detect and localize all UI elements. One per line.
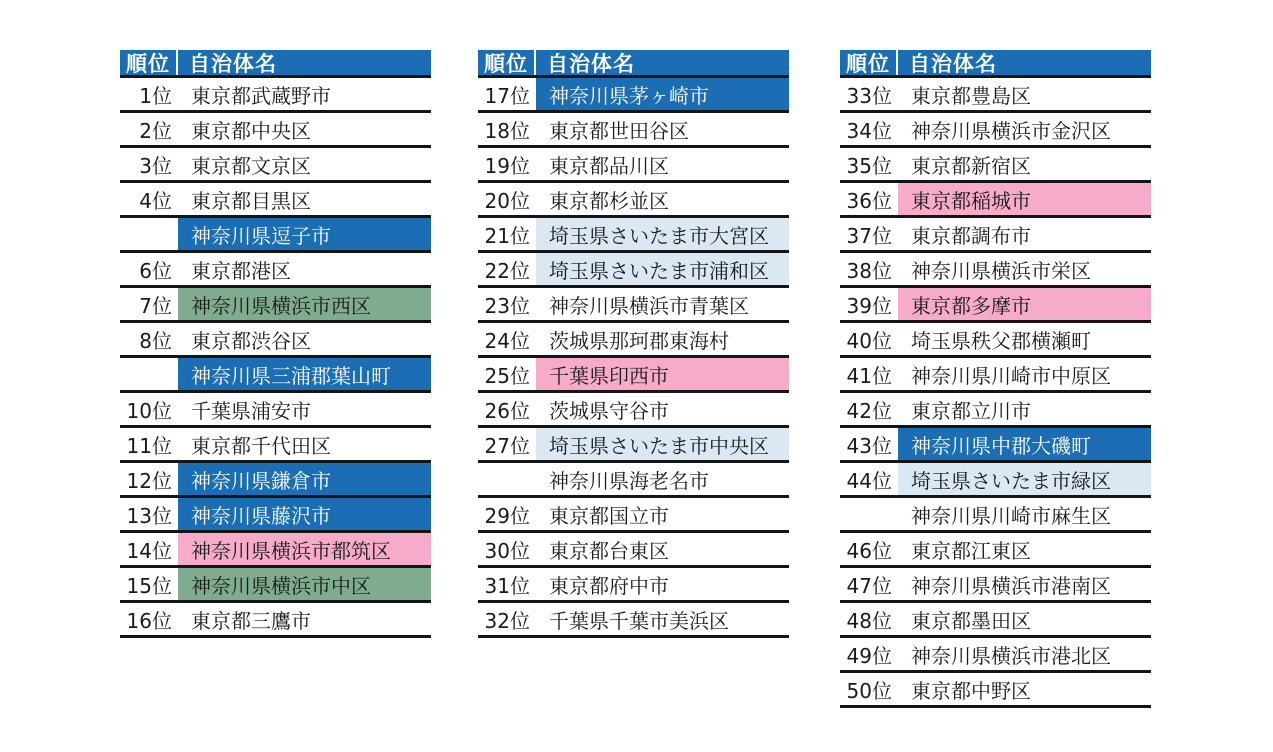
- name-cell: 埼玉県さいたま市浦和区: [536, 253, 789, 285]
- table-row: [478, 253, 789, 288]
- table-row: [478, 113, 789, 148]
- rank-cell: 44位: [840, 463, 898, 495]
- rank-cell: 32位: [478, 603, 536, 635]
- name-cell: 神奈川県鎌倉市: [178, 463, 431, 495]
- rank-column-header: 順位: [840, 50, 898, 75]
- table-row: [840, 568, 1151, 603]
- name-cell: 千葉県印西市: [536, 358, 789, 390]
- rank-column-header: 順位: [478, 50, 536, 75]
- table-row: [120, 533, 431, 568]
- rank-cell: 8位: [120, 323, 178, 355]
- table-row: [478, 428, 789, 463]
- rank-cell: 14位: [120, 533, 178, 565]
- rank-cell: 36位: [840, 183, 898, 215]
- name-cell: 茨城県守谷市: [549, 398, 669, 423]
- table-body: [840, 78, 1151, 708]
- table-row: [120, 113, 431, 148]
- table-row: [478, 183, 789, 218]
- rank-cell: 23位: [478, 288, 536, 320]
- rank-cell: 26位: [478, 393, 536, 425]
- rank-cell: 42位: [840, 393, 898, 425]
- table-row: [478, 393, 789, 428]
- name-cell: 東京都渋谷区: [191, 328, 311, 353]
- name-cell: 神奈川県川崎市麻生区: [911, 503, 1111, 528]
- rank-cell: 40位: [840, 323, 898, 355]
- rank-column-header: 順位: [120, 50, 178, 75]
- table-row: [840, 323, 1151, 358]
- rank-cell: 49位: [840, 638, 898, 670]
- rank-cell: 29位: [478, 498, 536, 530]
- rank-cell: 7位: [120, 288, 178, 320]
- rank-cell: 24位: [478, 323, 536, 355]
- rank-cell: 10位: [120, 393, 178, 425]
- table-row: [840, 533, 1151, 568]
- table-row: [478, 568, 789, 603]
- name-column-header: 自治体名: [547, 51, 635, 76]
- rank-cell: 27位: [478, 428, 536, 460]
- table-header: [120, 50, 431, 78]
- table-row: [120, 218, 431, 253]
- rank-cell: 11位: [120, 428, 178, 460]
- name-cell: 埼玉県秩父郡横瀬町: [911, 328, 1091, 353]
- name-cell: 埼玉県さいたま市緑区: [898, 463, 1151, 495]
- name-cell: 東京都世田谷区: [549, 118, 689, 143]
- name-cell: 神奈川県横浜市中区: [178, 568, 431, 600]
- name-cell: 東京都墨田区: [911, 608, 1031, 633]
- rank-cell: 50位: [840, 673, 898, 705]
- rank-cell: [120, 218, 178, 250]
- name-cell: 東京都文京区: [191, 153, 311, 178]
- table-row: [120, 323, 431, 358]
- ranking-table-17-32: [478, 50, 789, 638]
- table-row: [840, 673, 1151, 708]
- name-cell: 神奈川県横浜市都筑区: [178, 533, 431, 565]
- rank-cell: 43位: [840, 428, 898, 460]
- name-cell: 埼玉県さいたま市大宮区: [536, 218, 789, 250]
- name-cell: 神奈川県海老名市: [549, 468, 709, 493]
- rank-cell: 37位: [840, 218, 898, 250]
- name-cell: 東京都中央区: [191, 118, 311, 143]
- name-cell: 東京都立川市: [911, 398, 1031, 423]
- table-row: [120, 253, 431, 288]
- rank-cell: 17位: [478, 78, 536, 110]
- table-row: [840, 358, 1151, 393]
- rank-cell: 48位: [840, 603, 898, 635]
- name-cell: 東京都千代田区: [191, 433, 331, 458]
- rank-cell: 15位: [120, 568, 178, 600]
- rank-cell: [478, 463, 536, 495]
- name-cell: 神奈川県中郡大磯町: [898, 428, 1151, 460]
- name-cell: 東京都品川区: [549, 153, 669, 178]
- table-row: [478, 603, 789, 638]
- rank-cell: 1位: [120, 78, 178, 110]
- name-cell: 東京都港区: [191, 258, 291, 283]
- rank-cell: 4位: [120, 183, 178, 215]
- rank-cell: [840, 498, 898, 530]
- table-row: [120, 463, 431, 498]
- table-row: [478, 498, 789, 533]
- rank-cell: 47位: [840, 568, 898, 600]
- table-row: [120, 78, 431, 113]
- rank-cell: 39位: [840, 288, 898, 320]
- rank-cell: 12位: [120, 463, 178, 495]
- table-row: [840, 603, 1151, 638]
- ranking-table-1-16: [120, 50, 431, 638]
- table-row: [120, 288, 431, 323]
- table-row: [840, 113, 1151, 148]
- table-header: [840, 50, 1151, 78]
- table-row: [840, 218, 1151, 253]
- name-cell: 東京都豊島区: [911, 83, 1031, 108]
- name-cell: 神奈川県川崎市中原区: [911, 363, 1111, 388]
- rank-cell: 6位: [120, 253, 178, 285]
- table-row: [120, 428, 431, 463]
- rank-cell: 21位: [478, 218, 536, 250]
- table-row: [120, 148, 431, 183]
- table-row: [840, 393, 1151, 428]
- rank-cell: 31位: [478, 568, 536, 600]
- table-row: [840, 148, 1151, 183]
- name-cell: 千葉県浦安市: [191, 398, 311, 423]
- table-row: [120, 393, 431, 428]
- rank-cell: 19位: [478, 148, 536, 180]
- name-cell: 東京都三鷹市: [191, 608, 311, 633]
- name-cell: 東京都新宿区: [911, 153, 1031, 178]
- table-row: [840, 253, 1151, 288]
- name-cell: 東京都中野区: [911, 678, 1031, 703]
- table-row: [120, 358, 431, 393]
- rank-cell: 22位: [478, 253, 536, 285]
- table-row: [478, 148, 789, 183]
- table-row: [478, 358, 789, 393]
- table-body: [478, 78, 789, 638]
- table-row: [840, 638, 1151, 673]
- rank-cell: 34位: [840, 113, 898, 145]
- table-row: [840, 288, 1151, 323]
- rank-cell: 38位: [840, 253, 898, 285]
- name-cell: 神奈川県横浜市栄区: [911, 258, 1091, 283]
- table-row: [478, 463, 789, 498]
- table-body: [120, 78, 431, 638]
- name-cell: 茨城県那珂郡東海村: [549, 328, 729, 353]
- rank-cell: 33位: [840, 78, 898, 110]
- name-cell: 神奈川県横浜市青葉区: [549, 293, 749, 318]
- name-cell: 東京都台東区: [549, 538, 669, 563]
- name-cell: 東京都調布市: [911, 223, 1031, 248]
- table-row: [840, 78, 1151, 113]
- rank-cell: 35位: [840, 148, 898, 180]
- rank-cell: 25位: [478, 358, 536, 390]
- table-row: [840, 183, 1151, 218]
- name-cell: 東京都府中市: [549, 573, 669, 598]
- name-cell: 東京都江東区: [911, 538, 1031, 563]
- ranking-table-33-50: [840, 50, 1151, 708]
- name-column-header: 自治体名: [909, 51, 997, 76]
- table-row: [840, 428, 1151, 463]
- rank-cell: 18位: [478, 113, 536, 145]
- name-cell: 神奈川県横浜市西区: [178, 288, 431, 320]
- name-cell: 埼玉県さいたま市中央区: [536, 428, 789, 460]
- rank-cell: 20位: [478, 183, 536, 215]
- name-cell: 千葉県千葉市美浜区: [549, 608, 729, 633]
- table-row: [120, 498, 431, 533]
- table-row: [478, 78, 789, 113]
- table-row: [478, 533, 789, 568]
- name-cell: 神奈川県横浜市港北区: [911, 643, 1111, 668]
- table-row: [840, 498, 1151, 533]
- name-column-header: 自治体名: [189, 51, 277, 76]
- name-cell: 東京都武蔵野市: [191, 83, 331, 108]
- rank-cell: 13位: [120, 498, 178, 530]
- rank-cell: [120, 358, 178, 390]
- name-cell: 東京都目黒区: [191, 188, 311, 213]
- table-row: [120, 603, 431, 638]
- rank-cell: 46位: [840, 533, 898, 565]
- name-cell: 東京都稲城市: [898, 183, 1151, 215]
- name-cell: 神奈川県横浜市金沢区: [911, 118, 1111, 143]
- rank-cell: 30位: [478, 533, 536, 565]
- name-cell: 東京都国立市: [549, 503, 669, 528]
- name-cell: 神奈川県逗子市: [178, 218, 431, 250]
- rank-cell: 41位: [840, 358, 898, 390]
- table-header: [478, 50, 789, 78]
- table-row: [478, 323, 789, 358]
- name-cell: 神奈川県三浦郡葉山町: [178, 358, 431, 390]
- rank-cell: 2位: [120, 113, 178, 145]
- table-row: [120, 568, 431, 603]
- table-row: [840, 463, 1151, 498]
- name-cell: 東京都多摩市: [898, 288, 1151, 320]
- table-row: [478, 288, 789, 323]
- name-cell: 神奈川県横浜市港南区: [911, 573, 1111, 598]
- name-cell: 神奈川県茅ヶ崎市: [536, 78, 789, 110]
- name-cell: 東京都杉並区: [549, 188, 669, 213]
- rank-cell: 16位: [120, 603, 178, 635]
- rank-cell: 3位: [120, 148, 178, 180]
- table-row: [478, 218, 789, 253]
- name-cell: 神奈川県藤沢市: [178, 498, 431, 530]
- table-row: [120, 183, 431, 218]
